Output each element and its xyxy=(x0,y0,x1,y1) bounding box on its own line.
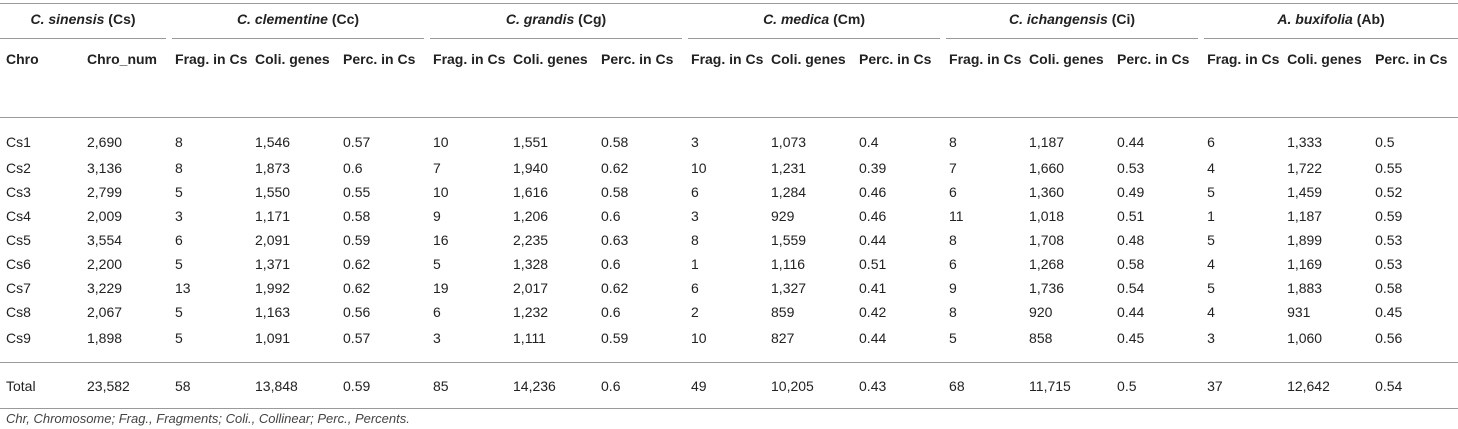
table-cell: 1,333 xyxy=(1287,134,1323,150)
table-cell: 0.6 xyxy=(601,256,621,272)
column-header: Frag. in Cs xyxy=(943,39,1023,118)
table-cell: 1,722 xyxy=(1287,160,1323,176)
table-cell: 1,708 xyxy=(1029,232,1065,248)
column-header: Perc. in Cs xyxy=(337,39,427,118)
table-cell: 2,235 xyxy=(513,232,549,248)
table-cell: 1,546 xyxy=(255,134,291,150)
table-cell: 19 xyxy=(433,280,449,296)
table-cell: 0.56 xyxy=(343,304,371,320)
table-cell: 1 xyxy=(1207,208,1215,224)
table-cell: 16 xyxy=(433,232,449,248)
table-cell: 0.58 xyxy=(343,208,371,224)
table-cell: 4 xyxy=(1207,160,1215,176)
table-cell: 5 xyxy=(175,184,183,200)
table-cell: 0.62 xyxy=(343,256,371,272)
table-row xyxy=(0,228,1458,252)
table-cell: 1,171 xyxy=(255,208,291,224)
row-label: Cs5 xyxy=(6,232,31,248)
total-cell: 11,715 xyxy=(1023,363,1111,409)
table-cell: 0.52 xyxy=(1375,184,1403,200)
column-header: Perc. in Cs xyxy=(1111,39,1201,118)
table-body xyxy=(0,118,1458,409)
table-cell: 0.62 xyxy=(601,160,629,176)
table-cell: 858 xyxy=(1023,324,1111,363)
row-label: Cs3 xyxy=(6,184,31,200)
table-cell: 5 xyxy=(1207,280,1215,296)
table-cell: 3,229 xyxy=(87,280,123,296)
table-cell: 0.54 xyxy=(1117,280,1145,296)
table-cell: 1,327 xyxy=(771,280,807,296)
column-header: Perc. in Cs xyxy=(853,39,943,118)
group-header-ci: C. ichangensis (Ci) xyxy=(943,0,1201,39)
table-cell: 3 xyxy=(691,134,699,150)
table-cell: 3 xyxy=(427,324,507,363)
table-cell: 1,899 xyxy=(1287,232,1323,248)
table-cell: 1,660 xyxy=(1029,160,1065,176)
table-cell: 6 xyxy=(433,304,441,320)
table-cell: 929 xyxy=(771,208,795,224)
table-cell: 0.44 xyxy=(853,324,943,363)
table-cell: 0.42 xyxy=(859,304,887,320)
table-cell: 1 xyxy=(691,256,699,272)
table-cell: 1,206 xyxy=(513,208,549,224)
table-row xyxy=(0,300,1458,324)
table-cell: 0.59 xyxy=(343,232,371,248)
table-cell: 1,616 xyxy=(513,184,549,200)
table-row xyxy=(0,204,1458,228)
table-cell: 2,690 xyxy=(87,134,123,150)
table-cell: 1,940 xyxy=(513,160,549,176)
table-cell: 10 xyxy=(685,324,765,363)
table-cell: 3,136 xyxy=(87,160,123,176)
column-header: Chro xyxy=(0,39,81,118)
table-cell: 0.44 xyxy=(1117,134,1145,150)
table-cell: 5 xyxy=(169,324,249,363)
table-cell: 2,067 xyxy=(87,304,123,320)
table-cell: 1,992 xyxy=(255,280,291,296)
table-cell: 0.58 xyxy=(601,134,629,150)
table-cell: 9 xyxy=(949,280,957,296)
group-header-ab: A. buxifolia (Ab) xyxy=(1201,0,1458,39)
table-cell: 0.55 xyxy=(343,184,371,200)
total-cell: 68 xyxy=(943,363,1023,409)
table-cell: 6 xyxy=(949,256,957,272)
table-cell: 0.6 xyxy=(343,160,363,176)
table-cell: 1,371 xyxy=(255,256,291,272)
table-cell: 1,231 xyxy=(771,160,807,176)
total-cell: 85 xyxy=(427,363,507,409)
table-cell: 3 xyxy=(1201,324,1281,363)
total-cell: 0.43 xyxy=(853,363,943,409)
table-cell: 0.51 xyxy=(1117,208,1145,224)
table-cell: 10 xyxy=(433,134,449,150)
table-cell: 8 xyxy=(949,232,957,248)
column-header: Frag. in Cs xyxy=(1201,39,1281,118)
table-cell: 5 xyxy=(1207,184,1215,200)
table-cell: 6 xyxy=(949,184,957,200)
column-header: Coli. genes xyxy=(507,39,595,118)
table-cell: 1,060 xyxy=(1281,324,1369,363)
table-cell: 0.63 xyxy=(601,232,629,248)
table-cell: 0.45 xyxy=(1375,304,1403,320)
column-header: Perc. in Cs xyxy=(1369,39,1458,118)
group-header-cc: C. clementine (Cc) xyxy=(169,0,427,39)
table-cell: 0.6 xyxy=(601,304,621,320)
table-row xyxy=(0,180,1458,204)
table-cell: 0.53 xyxy=(1117,160,1145,176)
row-label: Cs9 xyxy=(0,324,81,363)
total-cell: 0.6 xyxy=(595,363,685,409)
table-cell: 0.57 xyxy=(337,324,427,363)
table-cell: 0.5 xyxy=(1375,134,1395,150)
row-label: Cs6 xyxy=(6,256,31,272)
table-cell: 827 xyxy=(765,324,853,363)
table-row xyxy=(0,324,1458,363)
table-cell: 2 xyxy=(691,304,699,320)
table-cell: 8 xyxy=(175,160,183,176)
table-cell: 9 xyxy=(433,208,441,224)
table-cell: 0.46 xyxy=(859,208,887,224)
table-cell: 8 xyxy=(949,134,957,150)
table-cell: 8 xyxy=(175,134,183,150)
total-cell: 13,848 xyxy=(249,363,337,409)
column-header: Coli. genes xyxy=(1281,39,1369,118)
table-cell: 3 xyxy=(691,208,699,224)
table-cell: 1,073 xyxy=(771,134,807,150)
total-cell: 0.54 xyxy=(1369,363,1458,409)
table-cell: 3,554 xyxy=(87,232,123,248)
table-cell: 0.4 xyxy=(859,134,879,150)
total-cell: 14,236 xyxy=(507,363,595,409)
table-cell: 5 xyxy=(943,324,1023,363)
table-cell: 6 xyxy=(691,280,699,296)
table-cell: 0.55 xyxy=(1375,160,1403,176)
column-header: Frag. in Cs xyxy=(169,39,249,118)
table-cell: 0.58 xyxy=(1375,280,1403,296)
table-cell: 1,187 xyxy=(1287,208,1323,224)
table-cell: 7 xyxy=(433,160,441,176)
table-cell: 0.58 xyxy=(1117,256,1145,272)
table-row xyxy=(0,156,1458,180)
table-cell: 13 xyxy=(175,280,191,296)
table-cell: 0.62 xyxy=(601,280,629,296)
table-cell: 1,550 xyxy=(255,184,291,200)
table-cell: 1,551 xyxy=(513,134,549,150)
table-cell: 1,111 xyxy=(507,324,595,363)
table-cell: 1,898 xyxy=(81,324,169,363)
table-cell: 0.39 xyxy=(859,160,887,176)
table-cell: 1,163 xyxy=(255,304,291,320)
table-cell: 0.53 xyxy=(1375,232,1403,248)
table-row xyxy=(0,276,1458,300)
table-cell: 5 xyxy=(175,304,183,320)
table-cell: 0.59 xyxy=(1375,208,1403,224)
table-cell: 6 xyxy=(1207,134,1215,150)
total-cell: 0.5 xyxy=(1111,363,1201,409)
table-cell: 7 xyxy=(949,160,957,176)
table-cell: 8 xyxy=(949,304,957,320)
group-header-cg: C. grandis (Cg) xyxy=(427,0,685,39)
table-cell: 5 xyxy=(1207,232,1215,248)
table-cell: 1,883 xyxy=(1287,280,1323,296)
total-row xyxy=(0,363,1458,409)
table-cell: 1,559 xyxy=(771,232,807,248)
table-cell: 2,200 xyxy=(87,256,123,272)
column-header: Frag. in Cs xyxy=(685,39,765,118)
table-cell: 931 xyxy=(1287,304,1311,320)
table-cell: 1,328 xyxy=(513,256,549,272)
table-cell: 0.49 xyxy=(1117,184,1145,200)
table-cell: 5 xyxy=(175,256,183,272)
column-header: Coli. genes xyxy=(1023,39,1111,118)
table-cell: 0.44 xyxy=(859,232,887,248)
table-cell: 1,018 xyxy=(1029,208,1065,224)
table-cell: 1,459 xyxy=(1287,184,1323,200)
table-cell: 859 xyxy=(771,304,795,320)
table-cell: 0.41 xyxy=(859,280,887,296)
table-cell: 0.56 xyxy=(1369,324,1458,363)
table-cell: 0.45 xyxy=(1111,324,1201,363)
table-cell: 5 xyxy=(433,256,441,272)
row-label: Cs8 xyxy=(6,304,31,320)
table-cell: 1,232 xyxy=(513,304,549,320)
table-cell: 0.62 xyxy=(343,280,371,296)
table-cell: 1,736 xyxy=(1029,280,1065,296)
table-cell: 1,873 xyxy=(255,160,291,176)
table-cell: 0.51 xyxy=(859,256,887,272)
table-cell: 6 xyxy=(175,232,183,248)
table-cell: 0.59 xyxy=(595,324,685,363)
column-header: Perc. in Cs xyxy=(595,39,685,118)
table-row xyxy=(0,118,1458,157)
table-cell: 8 xyxy=(691,232,699,248)
table-cell: 11 xyxy=(949,208,964,224)
table-cell: 1,169 xyxy=(1287,256,1323,272)
table-cell: 1,360 xyxy=(1029,184,1065,200)
table-cell: 920 xyxy=(1029,304,1053,320)
table-cell: 4 xyxy=(1207,256,1215,272)
table-cell: 6 xyxy=(691,184,699,200)
total-label: Total xyxy=(0,363,81,409)
table-cell: 0.48 xyxy=(1117,232,1145,248)
table-cell: 1,187 xyxy=(1029,134,1065,150)
column-header-row xyxy=(0,39,1458,118)
table-cell: 0.44 xyxy=(1117,304,1145,320)
row-label: Cs1 xyxy=(6,134,31,150)
table-cell: 1,091 xyxy=(249,324,337,363)
row-label: Cs7 xyxy=(6,280,31,296)
table-cell: 2,799 xyxy=(87,184,123,200)
table-cell: 10 xyxy=(433,184,449,200)
group-header-cm: C. medica (Cm) xyxy=(685,0,943,39)
table-cell: 0.46 xyxy=(859,184,887,200)
row-label: Cs2 xyxy=(6,160,31,176)
column-header: Coli. genes xyxy=(765,39,853,118)
table-cell: 3 xyxy=(175,208,183,224)
table-cell: 0.53 xyxy=(1375,256,1403,272)
table-footnote: Chr, Chromosome; Frag., Fragments; Coli., Collinear; Perc., Percents. xyxy=(6,411,410,426)
table-cell: 0.57 xyxy=(343,134,371,150)
table-cell: 1,284 xyxy=(771,184,807,200)
total-cell: 37 xyxy=(1201,363,1281,409)
table-cell: 2,091 xyxy=(255,232,291,248)
table-cell: 10 xyxy=(691,160,707,176)
table-cell: 2,009 xyxy=(87,208,123,224)
table-row xyxy=(0,252,1458,276)
table-cell: 0.6 xyxy=(601,208,621,224)
column-header: Chro_num xyxy=(81,39,169,118)
total-cell: 58 xyxy=(169,363,249,409)
total-cell: 49 xyxy=(685,363,765,409)
total-cell: 23,582 xyxy=(81,363,169,409)
total-cell: 10,205 xyxy=(765,363,853,409)
row-label: Cs4 xyxy=(6,208,31,224)
table-cell: 0.58 xyxy=(601,184,629,200)
table-cell: 1,116 xyxy=(771,256,806,272)
table-cell: 1,268 xyxy=(1029,256,1065,272)
total-cell: 12,642 xyxy=(1281,363,1369,409)
group-header-cs: C. sinensis (Cs) xyxy=(0,0,169,39)
table-cell: 4 xyxy=(1207,304,1215,320)
column-header: Coli. genes xyxy=(249,39,337,118)
table-cell: 2,017 xyxy=(513,280,549,296)
total-cell: 0.59 xyxy=(337,363,427,409)
species-header-row xyxy=(0,0,1458,39)
column-header: Frag. in Cs xyxy=(427,39,507,118)
